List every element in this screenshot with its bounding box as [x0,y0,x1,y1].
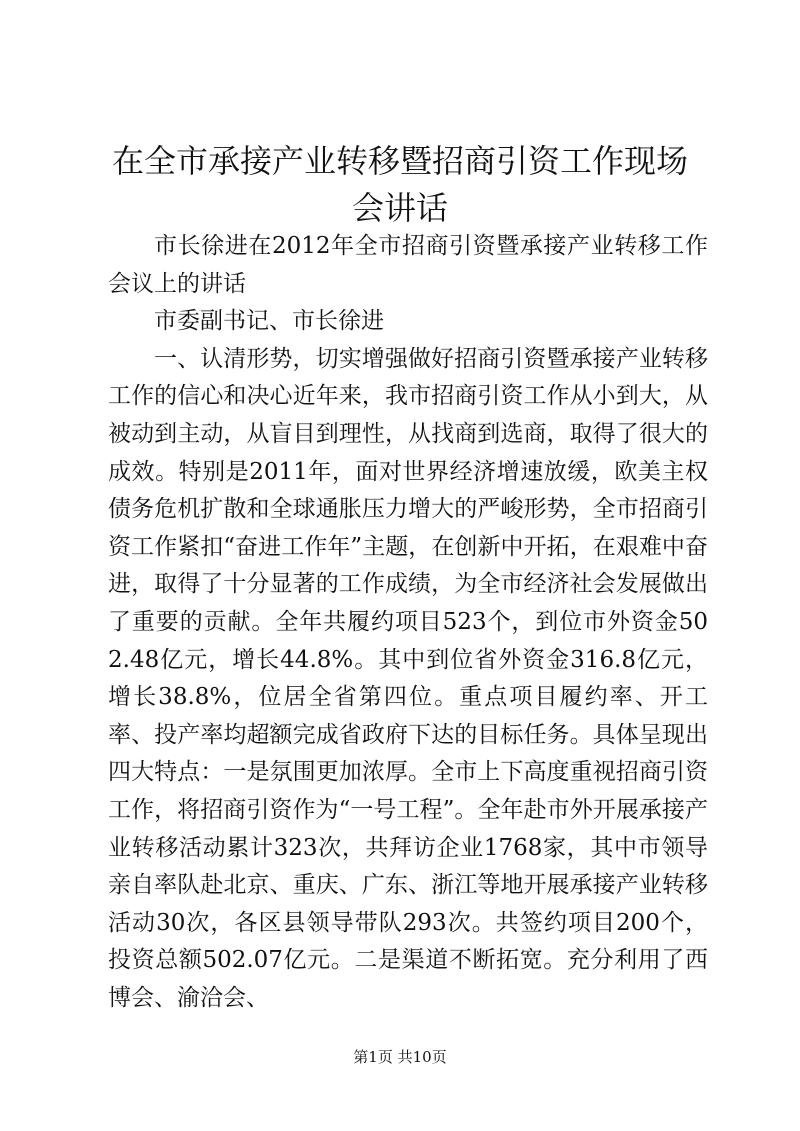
page-footer: 第1页 共10页 [353,1048,447,1066]
document-title: 在全市承接产业转移暨招商引资工作现场会讲话 [111,142,688,227]
document-body [108,228,708,1017]
paragraph-subtitle: 市长徐进在2012年全市招商引资暨承接产业转移工作会议上的讲话 [108,233,708,297]
paragraph-speaker: 市委副书记、市长徐进 [154,308,384,335]
paragraph-section-one: 一、认清形势，切实增强做好招商引资暨承接产业转移工作的信心和决心近年来，我市招商引资工作从小到大，从被动到主动，从盲目到理性，从找商到选商，取得了很大的成效。特别是2011年，面对世界经济增速放缓，欧美主权债务危机扩散和全球通胀压力增大的严峻形势，全市招商引资工作紧扣“奋进工作年”主题，在创新中开拓，在艰难中奋进，取得了十分显著的工作成绩，为全市经济社会发展做出了重要的贡献。全年共履约项目523个，到位市外资金502.48亿元，增长44.8%。其中到位省外资金316.8亿元，增长38.8%，位居全省第四位。重点项目履约率、开工率、投产率均超额完成省政府下达的目标任务。具体呈现出四大特点：一是氛围更加浓厚。全市上下高度重视招商引资工作，将招商引资作为“一号工程”。全年赴市外开展承接产业转移活动累计323次，共拜访企业1768家，其中市领导亲自率队赴北京、重庆、广东、浙江等地开展承接产业转移活动30次，各区县领导带队293次。共签约项目200个，投资总额502.07亿元。二是渠道不断拓宽。充分利用了西博会、渝洽会、 [108,345,708,1011]
